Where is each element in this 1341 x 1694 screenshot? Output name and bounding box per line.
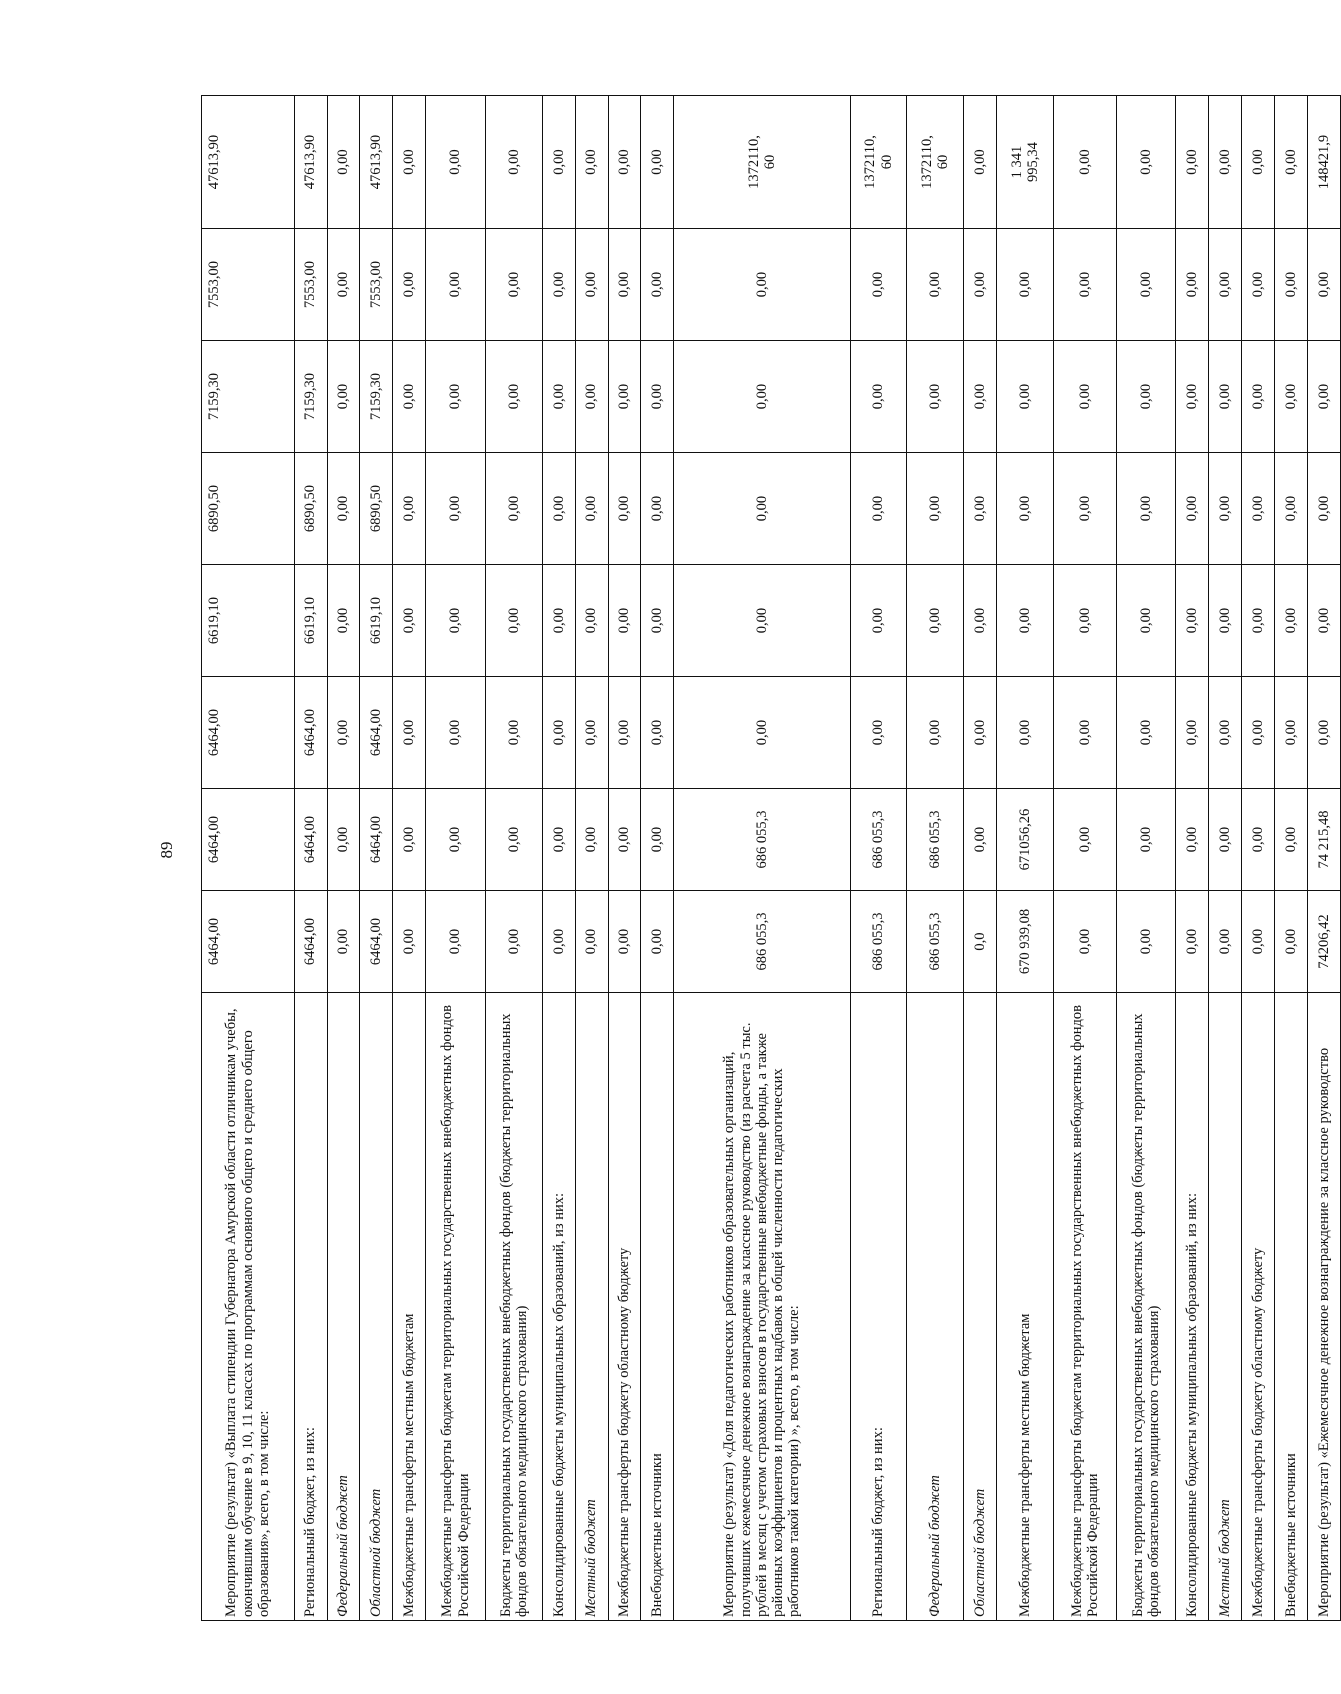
- value-cell: 0,00: [485, 677, 542, 789]
- row-label: Региональный бюджет, из них:: [294, 993, 327, 1621]
- value-cell: 7553,00: [202, 229, 295, 341]
- row-label: Мероприятие (результат) «Доля педагогических работников образовательных организаций, получивших ежемесячное денежное вознаграждение за классное руководство (из расчета 5 тыс. рублей в месяц с учетом страховых взносов в государственные внебюджетные фонды, а также районных коэффициентов и процентных надбавок в общей численности педагогических работников такой категории) », всего, в том числе:: [674, 993, 850, 1621]
- table-row: [360, 96, 393, 1621]
- value-cell: 0,00: [1176, 789, 1209, 891]
- value-cell: 1372110, 60: [907, 96, 964, 229]
- value-cell: 0,00: [485, 96, 542, 229]
- value-cell: 0,00: [964, 229, 997, 341]
- value-cell: 0,00: [674, 565, 850, 677]
- value-cell: 0,00: [907, 229, 964, 341]
- value-cell: 6464,00: [294, 677, 327, 789]
- value-cell: 0,00: [608, 229, 641, 341]
- value-cell: 0,00: [575, 341, 608, 453]
- value-cell: 0,00: [1275, 565, 1308, 677]
- value-cell: 0,00: [542, 96, 575, 229]
- value-cell: 0,00: [393, 341, 426, 453]
- table-row: [1242, 96, 1275, 1621]
- value-cell: 0,00: [1053, 565, 1116, 677]
- value-cell: 0,00: [426, 341, 486, 453]
- value-cell: 1372110, 60: [850, 96, 907, 229]
- table-row: [426, 96, 486, 1621]
- table-row: [327, 96, 360, 1621]
- value-cell: 0,00: [1209, 229, 1242, 341]
- table-row: [850, 96, 907, 1621]
- row-label: Межбюджетные трансферты бюджетам территориальных государственных внебюджетных фондов Российской Федерации: [1053, 993, 1116, 1621]
- value-cell: 7159,30: [294, 341, 327, 453]
- value-cell: 0,00: [907, 453, 964, 565]
- value-cell: 0,00: [542, 891, 575, 993]
- table-row: [294, 96, 327, 1621]
- value-cell: 0,00: [1242, 341, 1275, 453]
- value-cell: 0,00: [1116, 789, 1176, 891]
- row-label: Бюджеты территориальных государственных внебюджетных фондов (бюджеты территориальных фондов обязательного медицинского страхования): [1116, 993, 1176, 1621]
- value-cell: 0,00: [1242, 891, 1275, 993]
- value-cell: 686 055,3: [907, 891, 964, 993]
- row-label: Бюджеты территориальных государственных внебюджетных фондов (бюджеты территориальных фондов обязательного медицинского страхования): [485, 993, 542, 1621]
- value-cell: 0,00: [907, 677, 964, 789]
- value-cell: 0,00: [850, 453, 907, 565]
- value-cell: 0,00: [608, 341, 641, 453]
- value-cell: 6464,00: [294, 789, 327, 891]
- value-cell: 0,00: [393, 565, 426, 677]
- value-cell: 6464,00: [202, 789, 295, 891]
- row-label: Межбюджетные трансферты бюджету областному бюджету: [1242, 993, 1275, 1621]
- value-cell: 0,00: [575, 96, 608, 229]
- table-row: [1116, 96, 1176, 1621]
- value-cell: 0,00: [964, 453, 997, 565]
- value-cell: 0,00: [485, 789, 542, 891]
- value-cell: 686 055,3: [850, 789, 907, 891]
- value-cell: 0,00: [327, 229, 360, 341]
- value-cell: 7553,00: [294, 229, 327, 341]
- value-cell: 0,00: [485, 453, 542, 565]
- value-cell: 0,00: [1209, 565, 1242, 677]
- value-cell: 0,00: [1307, 341, 1340, 453]
- value-cell: 0,00: [1116, 96, 1176, 229]
- value-cell: 0,00: [641, 789, 674, 891]
- value-cell: 6890,50: [202, 453, 295, 565]
- value-cell: 0,00: [575, 229, 608, 341]
- value-cell: 0,00: [850, 677, 907, 789]
- value-cell: 0,00: [997, 565, 1054, 677]
- row-label: Консолидированные бюджеты муниципальных образований, из них:: [1176, 993, 1209, 1621]
- value-cell: 6464,00: [294, 891, 327, 993]
- value-cell: 0,00: [1242, 789, 1275, 891]
- value-cell: 0,00: [907, 565, 964, 677]
- value-cell: 0,00: [1242, 96, 1275, 229]
- table-row: [674, 96, 850, 1621]
- value-cell: 0,00: [542, 229, 575, 341]
- table-row: [641, 96, 674, 1621]
- value-cell: 0,00: [641, 453, 674, 565]
- value-cell: 0,00: [542, 341, 575, 453]
- value-cell: 74206,42: [1307, 891, 1340, 993]
- value-cell: 0,00: [1209, 96, 1242, 229]
- value-cell: 0,00: [1242, 677, 1275, 789]
- value-cell: 0,00: [1116, 891, 1176, 993]
- value-cell: 6619,10: [202, 565, 295, 677]
- value-cell: 6464,00: [202, 677, 295, 789]
- value-cell: 0,00: [1116, 453, 1176, 565]
- value-cell: 0,00: [327, 453, 360, 565]
- table-row: [1209, 96, 1242, 1621]
- row-label: Межбюджетные трансферты бюджетам территориальных государственных внебюджетных фондов Российской Федерации: [426, 993, 486, 1621]
- value-cell: 0,00: [641, 341, 674, 453]
- value-cell: 0,00: [393, 96, 426, 229]
- value-cell: 0,00: [1116, 341, 1176, 453]
- row-label: Межбюджетные трансферты бюджету областному бюджету: [608, 993, 641, 1621]
- value-cell: 0,00: [426, 96, 486, 229]
- value-cell: 0,00: [1275, 229, 1308, 341]
- value-cell: 0,00: [964, 789, 997, 891]
- value-cell: 0,00: [393, 677, 426, 789]
- value-cell: 1372110, 60: [674, 96, 850, 229]
- value-cell: 0,00: [1275, 677, 1308, 789]
- value-cell: 0,00: [1176, 453, 1209, 565]
- value-cell: 0,00: [608, 891, 641, 993]
- value-cell: 0,00: [575, 789, 608, 891]
- value-cell: 0,00: [608, 789, 641, 891]
- value-cell: 0,00: [393, 891, 426, 993]
- value-cell: 0,00: [907, 341, 964, 453]
- value-cell: 0,00: [608, 565, 641, 677]
- value-cell: 6464,00: [360, 677, 393, 789]
- table-row: [202, 96, 295, 1621]
- row-label: Областной бюджет: [360, 993, 393, 1621]
- value-cell: 0,00: [1053, 229, 1116, 341]
- table-body: [202, 96, 1341, 1621]
- value-cell: 0,00: [1053, 341, 1116, 453]
- value-cell: 0,00: [1176, 96, 1209, 229]
- row-label: Федеральный бюджет: [327, 993, 360, 1621]
- value-cell: 0,00: [426, 565, 486, 677]
- value-cell: 0,00: [426, 453, 486, 565]
- value-cell: 0,00: [608, 453, 641, 565]
- value-cell: 0,00: [1209, 341, 1242, 453]
- value-cell: 0,00: [1307, 453, 1340, 565]
- value-cell: 0,00: [426, 789, 486, 891]
- value-cell: 0,00: [641, 229, 674, 341]
- value-cell: 0,00: [1307, 229, 1340, 341]
- value-cell: 0,00: [1116, 565, 1176, 677]
- table-row: [393, 96, 426, 1621]
- value-cell: 0,00: [1307, 565, 1340, 677]
- table-row: [1053, 96, 1116, 1621]
- row-label: Консолидированные бюджеты муниципальных образований, из них:: [542, 993, 575, 1621]
- value-cell: 0,00: [1242, 229, 1275, 341]
- value-cell: 6890,50: [360, 453, 393, 565]
- value-cell: 0,00: [674, 453, 850, 565]
- value-cell: 0,00: [850, 229, 907, 341]
- value-cell: 6464,00: [202, 891, 295, 993]
- value-cell: 6619,10: [360, 565, 393, 677]
- value-cell: 0,00: [393, 229, 426, 341]
- value-cell: 0,00: [1176, 891, 1209, 993]
- value-cell: 0,00: [1209, 677, 1242, 789]
- value-cell: 0,00: [1176, 677, 1209, 789]
- value-cell: 0,00: [641, 96, 674, 229]
- value-cell: 0,00: [850, 565, 907, 677]
- value-cell: 0,00: [641, 565, 674, 677]
- value-cell: 671056,26: [997, 789, 1054, 891]
- value-cell: 7159,30: [202, 341, 295, 453]
- value-cell: 0,00: [485, 341, 542, 453]
- value-cell: 0,00: [327, 789, 360, 891]
- value-cell: 0,00: [608, 96, 641, 229]
- value-cell: 0,00: [964, 341, 997, 453]
- value-cell: 7159,30: [360, 341, 393, 453]
- value-cell: 0,00: [997, 453, 1054, 565]
- value-cell: 0,00: [641, 891, 674, 993]
- value-cell: 0,00: [327, 891, 360, 993]
- value-cell: 0,00: [485, 565, 542, 677]
- value-cell: 1 341 995,34: [997, 96, 1054, 229]
- page-number: 89: [157, 841, 176, 859]
- value-cell: 0,00: [1275, 341, 1308, 453]
- value-cell: 0,00: [641, 677, 674, 789]
- table-row: [1176, 96, 1209, 1621]
- value-cell: 686 055,3: [674, 789, 850, 891]
- value-cell: 0,00: [542, 565, 575, 677]
- value-cell: 0,00: [1242, 453, 1275, 565]
- value-cell: 0,00: [1209, 789, 1242, 891]
- value-cell: 0,00: [327, 341, 360, 453]
- row-label: Внебюджетные источники: [1275, 993, 1308, 1621]
- row-label: Местный бюджет: [1209, 993, 1242, 1621]
- value-cell: 0,00: [575, 677, 608, 789]
- value-cell: 0,00: [997, 677, 1054, 789]
- value-cell: 6619,10: [294, 565, 327, 677]
- value-cell: 0,00: [1176, 341, 1209, 453]
- value-cell: 6464,00: [360, 789, 393, 891]
- value-cell: 0,00: [1116, 229, 1176, 341]
- row-label: Местный бюджет: [575, 993, 608, 1621]
- value-cell: 0,00: [674, 341, 850, 453]
- value-cell: 0,00: [1209, 891, 1242, 993]
- table-row: [964, 96, 997, 1621]
- value-cell: 0,00: [1053, 677, 1116, 789]
- value-cell: 0,00: [1275, 96, 1308, 229]
- value-cell: 0,00: [608, 677, 641, 789]
- table-row: [1307, 96, 1340, 1621]
- value-cell: 74 215,48: [1307, 789, 1340, 891]
- value-cell: 670 939,08: [997, 891, 1054, 993]
- value-cell: 0,00: [1053, 891, 1116, 993]
- budget-table-rotated: [201, 96, 1341, 1621]
- value-cell: 0,00: [1209, 453, 1242, 565]
- value-cell: 0,00: [1053, 453, 1116, 565]
- value-cell: 6464,00: [360, 891, 393, 993]
- value-cell: 0,00: [426, 677, 486, 789]
- value-cell: 0,00: [542, 789, 575, 891]
- row-label: Мероприятие (результат) «Ежемесячное денежное вознаграждение за классное руководство: [1307, 993, 1340, 1621]
- value-cell: 148421,9: [1307, 96, 1340, 229]
- value-cell: 0,00: [964, 677, 997, 789]
- value-cell: 686 055,3: [674, 891, 850, 993]
- value-cell: 0,00: [1053, 96, 1116, 229]
- value-cell: 0,00: [964, 565, 997, 677]
- value-cell: 0,00: [1116, 677, 1176, 789]
- row-label: Федеральный бюджет: [907, 993, 964, 1621]
- row-label: Региональный бюджет, из них:: [850, 993, 907, 1621]
- table-row: [575, 96, 608, 1621]
- value-cell: 47613,90: [202, 96, 295, 229]
- value-cell: 0,00: [542, 677, 575, 789]
- table-row: [542, 96, 575, 1621]
- value-cell: 6890,50: [294, 453, 327, 565]
- value-cell: 0,00: [997, 341, 1054, 453]
- row-label: Внебюджетные источники: [641, 993, 674, 1621]
- value-cell: 0,00: [1176, 229, 1209, 341]
- value-cell: 0,00: [997, 229, 1054, 341]
- value-cell: 0,00: [327, 565, 360, 677]
- value-cell: 0,00: [1307, 677, 1340, 789]
- value-cell: 686 055,3: [907, 789, 964, 891]
- row-label: Межбюджетные трансферты местным бюджетам: [393, 993, 426, 1621]
- value-cell: 7553,00: [360, 229, 393, 341]
- value-cell: 0,00: [575, 565, 608, 677]
- value-cell: 0,00: [393, 453, 426, 565]
- value-cell: 0,00: [850, 341, 907, 453]
- value-cell: 0,00: [327, 677, 360, 789]
- value-cell: 0,00: [1053, 789, 1116, 891]
- value-cell: 0,00: [964, 96, 997, 229]
- value-cell: 0,00: [426, 229, 486, 341]
- table-row: [997, 96, 1054, 1621]
- value-cell: 0,00: [1275, 453, 1308, 565]
- value-cell: 0,00: [674, 229, 850, 341]
- value-cell: 0,00: [485, 229, 542, 341]
- value-cell: 0,00: [426, 891, 486, 993]
- value-cell: 0,00: [575, 453, 608, 565]
- row-label: Областной бюджет: [964, 993, 997, 1621]
- value-cell: 0,00: [1176, 565, 1209, 677]
- value-cell: 0,00: [1242, 565, 1275, 677]
- value-cell: 47613,90: [360, 96, 393, 229]
- value-cell: 686 055,3: [850, 891, 907, 993]
- value-cell: 0,00: [542, 453, 575, 565]
- value-cell: 0,00: [485, 891, 542, 993]
- value-cell: 0,00: [1275, 891, 1308, 993]
- table-row: [608, 96, 641, 1621]
- value-cell: 0,00: [327, 96, 360, 229]
- row-label: Межбюджетные трансферты местным бюджетам: [997, 993, 1054, 1621]
- value-cell: 0,00: [1275, 789, 1308, 891]
- row-label: Мероприятие (результат) «Выплата стипендии Губернатора Амурской области отличникам учебы, окончившим обучение в 9, 10, 11 классах по программам основного общего и среднего общего образования», всего, в том числе:: [202, 993, 295, 1621]
- table-row: [907, 96, 964, 1621]
- budget-table: [201, 95, 1341, 1621]
- value-cell: 0,00: [674, 677, 850, 789]
- value-cell: 47613,90: [294, 96, 327, 229]
- value-cell: 0,00: [575, 891, 608, 993]
- value-cell: 0,00: [393, 789, 426, 891]
- value-cell: 0,0: [964, 891, 997, 993]
- table-row: [485, 96, 542, 1621]
- table-row: [1275, 96, 1308, 1621]
